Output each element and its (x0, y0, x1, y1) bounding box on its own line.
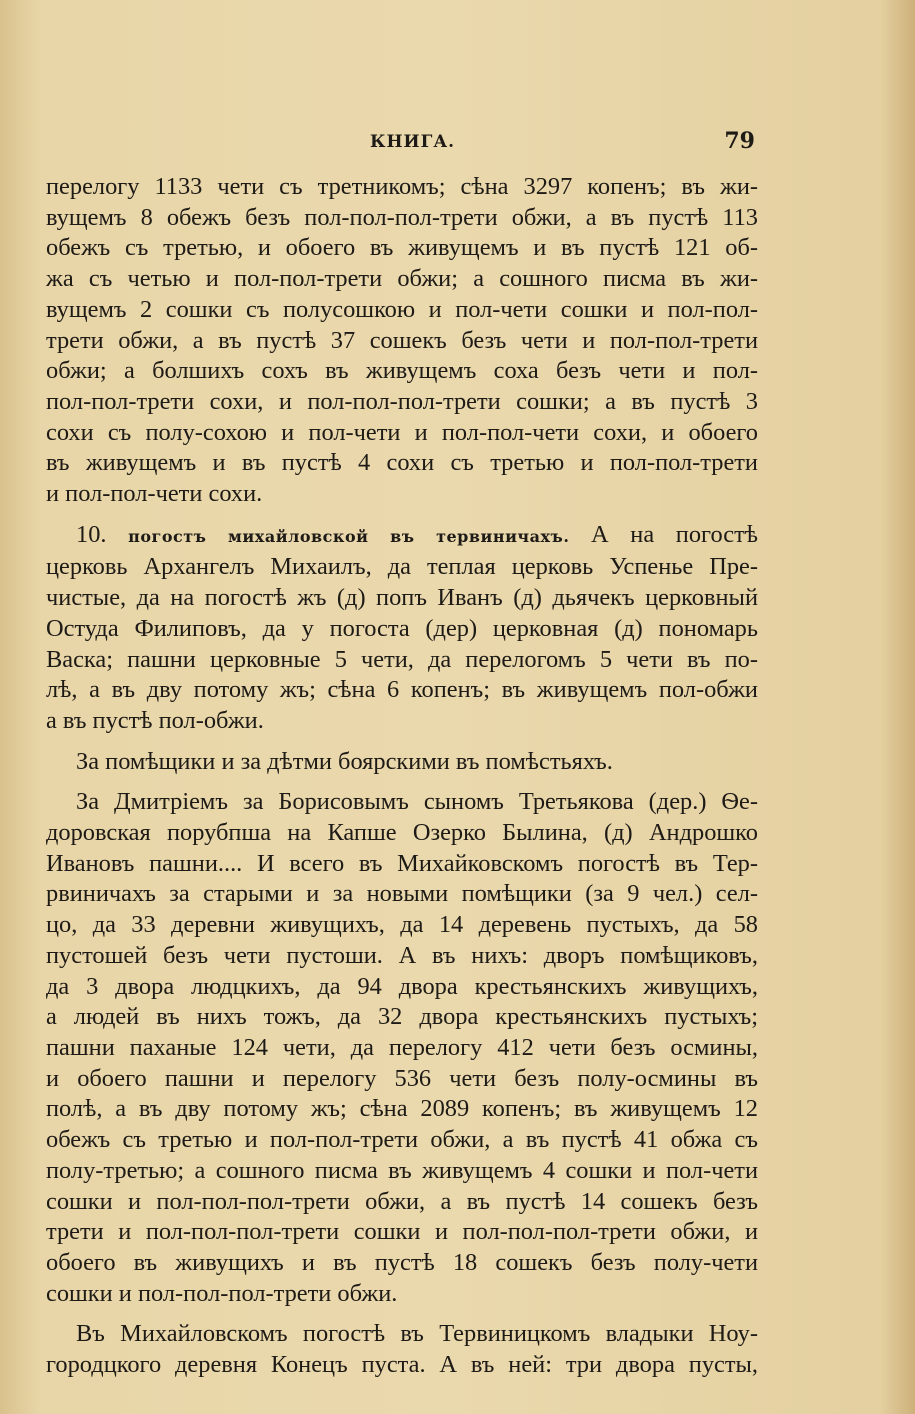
paragraph-section-10 (46, 520, 758, 737)
text-line: За Дмитріемъ за Борисовымъ сыномъ Третьякова (дер.) Ѳе- (76, 788, 758, 816)
text-line: сошки и пол-пол-пол-трети обжи. (46, 1279, 398, 1307)
text-line: Васка; пашни церковные 5 чети, да перелогомъ 5 чети въ по- (46, 645, 758, 673)
text-fragment: А на погостѣ (591, 520, 758, 548)
text-line: обжи; а болшихъ сохъ въ живущемъ соха безъ чети и пол- (46, 357, 758, 385)
text-line: рвиничахъ за старыми и за новыми помѣщики (за 9 чел.) сел- (46, 880, 758, 908)
text-line: обоего въ живущихъ и въ пустѣ 18 сошекъ безъ полу-чети (46, 1248, 758, 1276)
text-line: жа съ четью и пол-пол-трети обжи; а сошного писма въ жи- (46, 265, 758, 293)
text-line: За помѣщики и за дѣтми боярскими въ помѣстьяхъ. (76, 747, 613, 775)
text-line: пол-пол-трети сохи, и пол-пол-пол-трети сошки; а въ пустѣ 3 (46, 387, 758, 415)
text-line: а въ пустѣ пол-обжи. (46, 706, 264, 734)
page-number: 79 (724, 128, 755, 154)
running-title: КНИГА. (370, 132, 456, 152)
section-heading: погостъ михайловской въ тервиничахъ. (128, 526, 570, 546)
text-line: Остуда Филиповъ, да у погоста (дер) церковная (д) пономарь (46, 614, 758, 642)
text-line: трети обжи, а въ пустѣ 37 сошекъ безъ чети и пол-пол-трети (46, 326, 758, 354)
text-line: обежъ съ третью и пол-пол-трети обжи, а въ пустѣ 41 обжа съ (46, 1126, 758, 1154)
text-line: лѣ, а въ дву потому жъ; сѣна 6 копенъ; въ живущемъ пол-обжи (46, 676, 758, 704)
text-line: пустошей безъ чети пустоши. А въ нихъ: дворъ помѣщиковъ, (46, 941, 758, 969)
text-line: полѣ, а въ дву потому жъ; сѣна 2089 копенъ; въ живущемъ 12 (46, 1095, 758, 1123)
section-number: 10. (76, 520, 107, 548)
text-line: Ивановъ пашни.... И всего въ Михайковскомъ погостѣ въ Тер- (46, 849, 758, 877)
text-line: сошки и пол-пол-пол-трети обжи, а въ пустѣ 14 сошекъ безъ (46, 1187, 758, 1215)
text-line: а людей въ нихъ тожъ, да 32 двора крестьянскихъ пустыхъ; (46, 1003, 758, 1031)
running-header (0, 128, 915, 158)
text-line: и пол-пол-чети сохи. (46, 480, 263, 508)
text-line: доровская порубпша на Капше Озерко Былина, (д) Андрошко (46, 819, 758, 847)
text-line: обежъ съ третью, и обоего въ живущемъ и въ пустѣ 121 об- (46, 234, 758, 262)
text-line: и обоего пашни и перелогу 536 чети безъ полу-осмины въ (46, 1064, 758, 1092)
text-line: трети и пол-пол-пол-трети сошки и пол-пол-пол-трети обжи, и (46, 1218, 758, 1246)
text-line: полу-третью; а сошного писма въ живущемъ 4 сошки и пол-чети (46, 1156, 758, 1184)
text-line: Въ Михайловскомъ погостѣ въ Тервиницкомъ владыки Ноу- (76, 1320, 758, 1348)
text-line: церковь Архангелъ Михаилъ, да теплая церковь Успенье Пре- (46, 553, 758, 581)
text-line: чистые, да на погостѣ жъ (д) попъ Иванъ (д) дьячекъ церковный (46, 584, 758, 612)
text-line: вущемъ 2 сошки съ полусошкою и пол-чети сошки и пол-пол- (46, 295, 758, 323)
text-line: пашни паханые 124 чети, да перелогу 412 чети безъ осмины, (46, 1033, 758, 1061)
body-text (46, 172, 758, 1381)
text-line: сохи съ полу-сохою и пол-чети и пол-пол-чети сохи, и обоего (46, 418, 758, 446)
paragraph-1 (46, 172, 758, 510)
text-line: перелогу 1133 чети съ третникомъ; сѣна 3297 копенъ; въ жи- (46, 173, 758, 200)
paragraph-4 (46, 787, 758, 1309)
text-line: цо, да 33 деревни живущихъ, да 14 деревень пустыхъ, да 58 (46, 911, 758, 939)
text-line: въ живущемъ и въ пустѣ 4 сохи съ третью и пол-пол-трети (46, 449, 758, 477)
text-line: городцкого деревня Конецъ пуста. А въ ней: три двора пусты, (46, 1351, 758, 1379)
paragraph-5 (46, 1319, 758, 1380)
paragraph-subheading (46, 747, 758, 778)
section-first-line (46, 520, 758, 553)
text-line: вущемъ 8 обежъ безъ пол-пол-пол-трети обжи, а въ пустѣ 113 (46, 203, 758, 231)
text-line: да 3 двора людцкихъ, да 94 двора крестьянскихъ живущихъ, (46, 972, 758, 1000)
